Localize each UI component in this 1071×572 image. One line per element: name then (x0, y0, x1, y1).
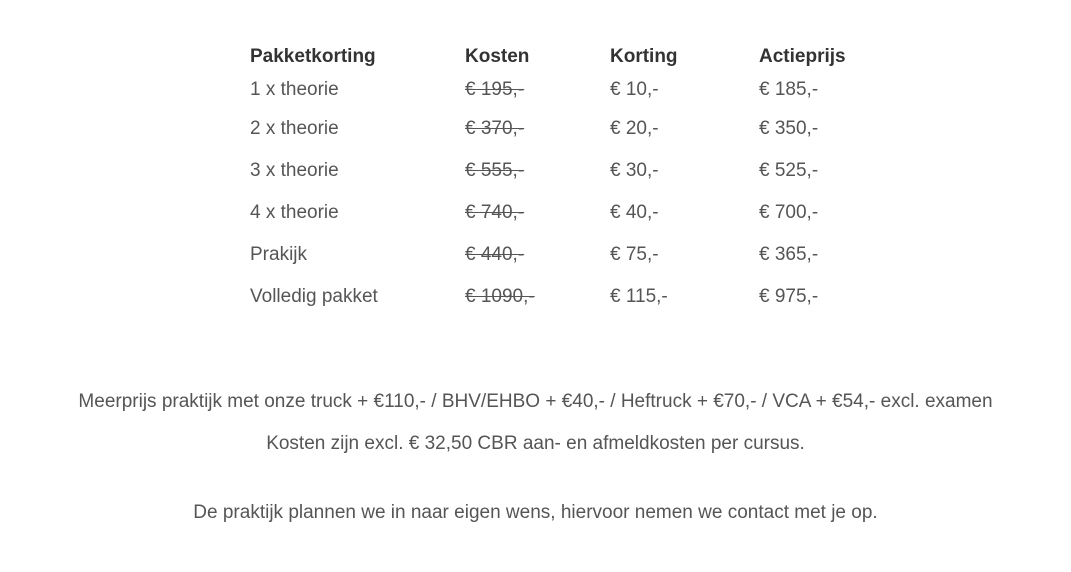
discount: € 10,- (610, 79, 659, 100)
original-cost: € 740,- (465, 202, 525, 223)
package-price-table (250, 44, 879, 318)
table-header-row (250, 44, 879, 70)
header-sale-price: Actieprijs (759, 46, 846, 67)
discount: € 75,- (610, 244, 659, 265)
planning-note: De praktijk plannen we in naar eigen wens, hiervoor nemen we contact met je op. (193, 502, 878, 523)
sale-price: € 365,- (759, 244, 819, 265)
header-package: Pakketkorting (250, 46, 376, 67)
table-row (250, 192, 879, 234)
table-row (250, 234, 879, 276)
discount: € 115,- (610, 286, 668, 307)
original-cost: € 195,- (465, 79, 525, 100)
discount: € 20,- (610, 118, 659, 139)
table-row (250, 276, 879, 318)
sale-price: € 700,- (759, 202, 819, 223)
table-row (250, 150, 879, 192)
header-cost: Kosten (465, 46, 530, 67)
package-name: 4 x theorie (250, 202, 339, 223)
original-cost: € 440,- (465, 244, 525, 265)
sale-price: € 185,- (759, 79, 819, 100)
surcharge-note: Meerprijs praktijk met onze truck + €110,- / BHV/EHBO + €40,- / Heftruck + €70,- / VCA + €54,- excl. examen (78, 391, 993, 412)
original-cost: € 555,- (465, 160, 525, 181)
package-name: 3 x theorie (250, 160, 339, 181)
table-row (250, 70, 879, 108)
package-name: 2 x theorie (250, 118, 339, 139)
sale-price: € 975,- (759, 286, 819, 307)
header-discount: Korting (610, 46, 678, 67)
package-name: Volledig pakket (250, 286, 378, 307)
discount: € 30,- (610, 160, 659, 181)
sale-price: € 350,- (759, 118, 819, 139)
package-name: Prakijk (250, 244, 308, 265)
table-row (250, 108, 879, 150)
package-name: 1 x theorie (250, 79, 339, 100)
original-cost: € 370,- (465, 118, 525, 139)
sale-price: € 525,- (759, 160, 819, 181)
cbr-costs-note: Kosten zijn excl. € 32,50 CBR aan- en afmeldkosten per cursus. (266, 433, 805, 454)
original-cost: € 1090,- (465, 286, 535, 307)
discount: € 40,- (610, 202, 659, 223)
